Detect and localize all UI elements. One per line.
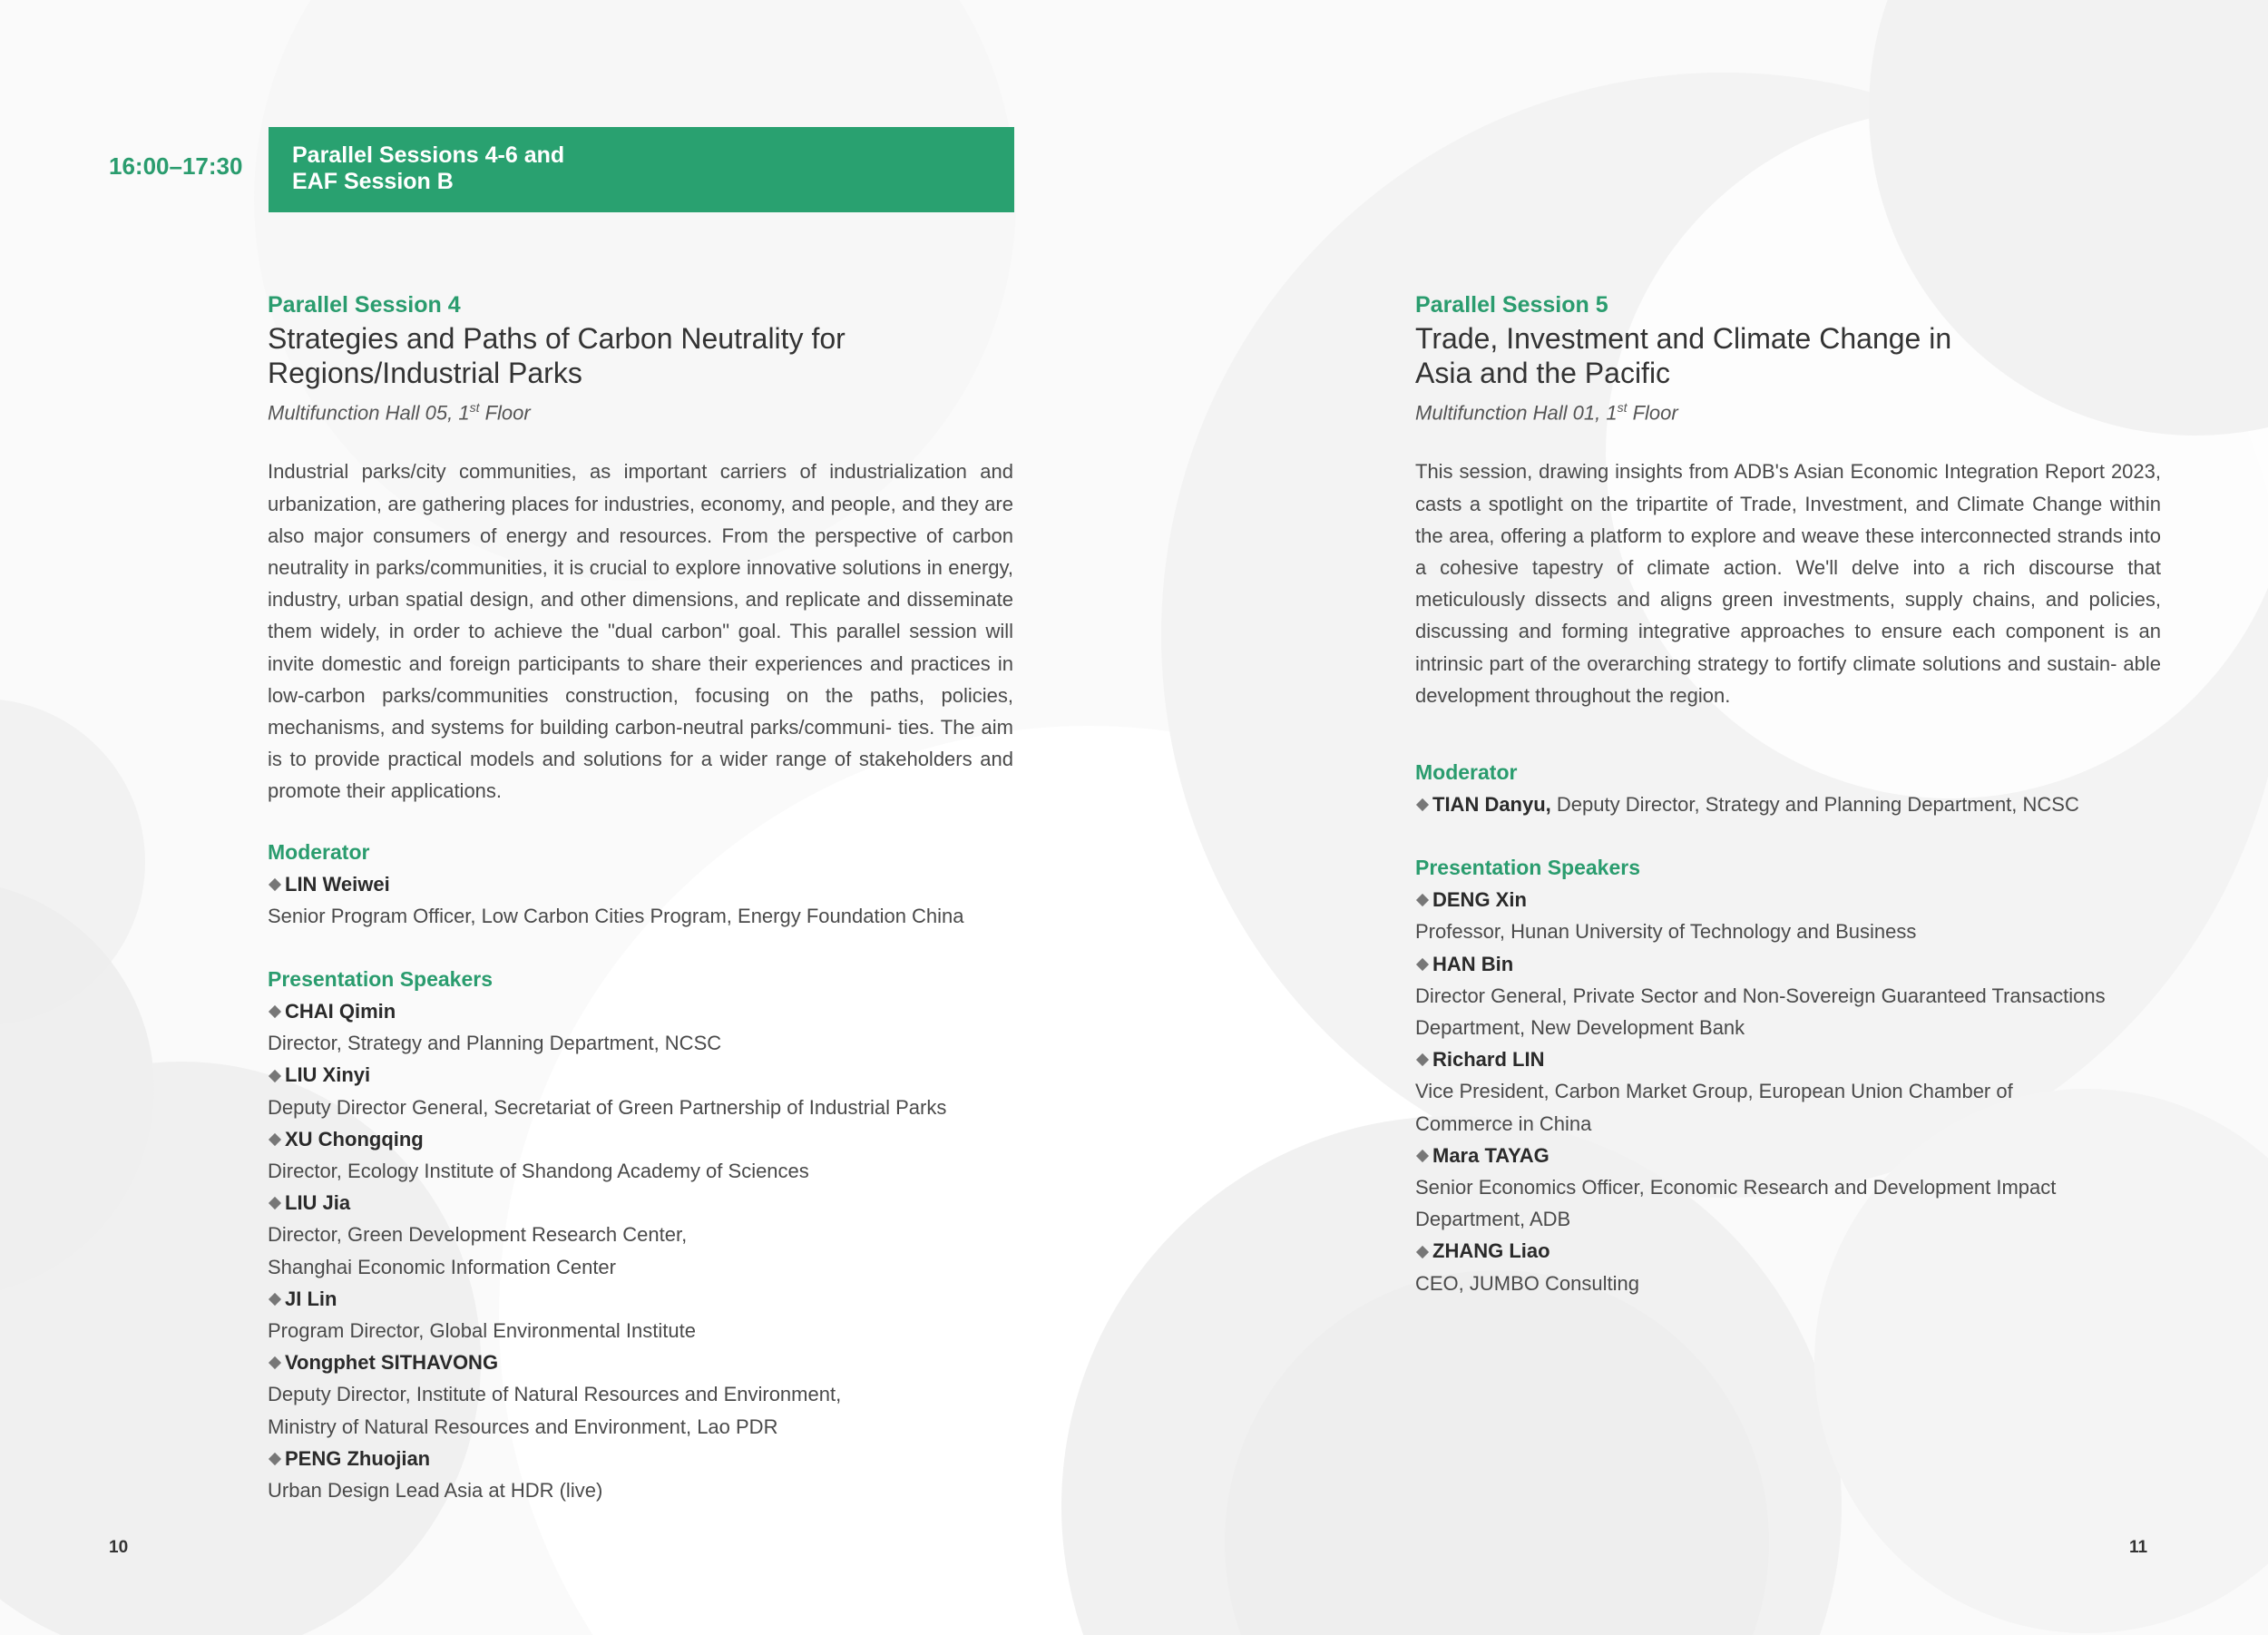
speaker-name: LIU Jia	[285, 1191, 351, 1215]
bullet-diamond-icon	[1416, 1053, 1429, 1066]
bullet-diamond-icon	[1416, 1150, 1429, 1162]
bullet-diamond-icon	[269, 1356, 281, 1369]
bullet-diamond-icon	[269, 1197, 281, 1209]
session-5-speakers-label: Presentation Speakers	[1415, 856, 1641, 880]
speaker-role: Ministry of Natural Resources and Environment, Lao PDR	[268, 1415, 778, 1438]
speaker-role: Urban Design Lead Asia at HDR (live)	[268, 1479, 603, 1503]
speaker-entry	[268, 1123, 1013, 1187]
speaker-name: Vongphet SITHAVONG	[285, 1351, 499, 1375]
session-4-title-line-2: Regions/Industrial Parks	[268, 357, 582, 389]
speaker-role: Program Director, Global Environmental Institute	[268, 1319, 696, 1342]
speaker-name: LIU Xinyi	[285, 1063, 371, 1087]
header-banner	[269, 127, 1014, 212]
speaker-role: Director General, Private Sector and Non-Sovereign Guaranteed Transactions	[1415, 984, 2106, 1007]
bullet-diamond-icon	[269, 1069, 281, 1082]
venue-sup: st	[1617, 400, 1628, 415]
speaker-role: Senior Economics Officer, Economic Research and Development Impact	[1415, 1175, 2057, 1199]
bullet-diamond-icon	[1416, 798, 1429, 811]
speaker-name: DENG Xin	[1432, 888, 1527, 912]
venue-text: Multifunction Hall 01, 1	[1415, 401, 1618, 425]
moderator-name: TIAN Danyu,	[1432, 792, 1551, 816]
speaker-entry	[1415, 1043, 2161, 1140]
speaker-name: HAN Bin	[1432, 952, 1514, 975]
session-4-moderator-label: Moderator	[268, 839, 370, 864]
session-4-column	[268, 289, 1013, 1506]
speaker-role: Shanghai Economic Information Center	[268, 1255, 616, 1278]
speaker-entry	[1415, 948, 2161, 1044]
speaker-entry	[1415, 1235, 2161, 1298]
speaker-name: CHAI Qimin	[285, 999, 396, 1023]
session-5-title-line-2: Asia and the Pacific	[1415, 357, 1671, 389]
speaker-role: Department, ADB	[1415, 1208, 1571, 1231]
speaker-entry	[1415, 1140, 2161, 1236]
venue-sup: st	[469, 400, 480, 415]
speaker-entry	[268, 1346, 1013, 1443]
page-number-left: 10	[109, 1538, 129, 1557]
session-5-description: This session, drawing insights from ADB's Asian Economic Integration Report 2023, casts a spotlight on the tripartite of Trade, Investment, and Climate Change within the area, offering a platform to explore and weave these interconnected strands into a cohesive tapestry of climate action. We'll delve into a rich discourse that meticulously dissects and aligns green investments, supply chains, and policies, discussing and forming integrative approaches to ensure each component is an intrinsic part of the overarching strategy to fortify climate solutions and sustain- able development throughout the region.	[1415, 460, 2161, 707]
speaker-name: Richard LIN	[1432, 1048, 1545, 1072]
session-4-kicker: Parallel Session 4	[268, 292, 461, 318]
speaker-entry	[268, 1059, 1013, 1122]
bullet-diamond-icon	[269, 1005, 281, 1018]
venue-floor: Floor	[1627, 401, 1678, 425]
moderator-role: Deputy Director, Strategy and Planning Department, NCSC	[1550, 792, 2079, 816]
speaker-entry	[268, 1283, 1013, 1346]
speaker-name: ZHANG Liao	[1432, 1239, 1550, 1263]
session-4-speakers-list	[268, 995, 1013, 1506]
session-5-speakers-list	[1415, 884, 2161, 1299]
venue-floor: Floor	[479, 401, 531, 425]
bullet-diamond-icon	[1416, 1246, 1429, 1258]
speaker-entry	[268, 995, 1013, 1059]
speaker-role: Deputy Director General, Secretariat of Green Partnership of Industrial Parks	[268, 1095, 947, 1119]
speaker-entry	[268, 1443, 1013, 1506]
speaker-name: PENG Zhuojian	[285, 1446, 431, 1470]
bullet-diamond-icon	[1416, 894, 1429, 906]
speaker-role: Commerce in China	[1415, 1111, 1592, 1135]
session-4-moderator	[268, 868, 1013, 932]
moderator-role: Senior Program Officer, Low Carbon Cities Program, Energy Foundation China	[268, 904, 964, 927]
session-time: 16:00–17:30	[109, 152, 243, 180]
bullet-diamond-icon	[269, 878, 281, 891]
speaker-role: Director, Ecology Institute of Shandong Academy of Sciences	[268, 1159, 809, 1182]
session-5-column	[1415, 289, 2161, 1299]
speaker-role: Director, Strategy and Planning Department, NCSC	[268, 1032, 722, 1055]
page-number-right: 11	[2129, 1538, 2148, 1557]
moderator-name: LIN Weiwei	[285, 872, 390, 896]
speaker-role: Deputy Director, Institute of Natural Resources and Environment,	[268, 1383, 842, 1406]
session-4-venue	[268, 392, 1013, 428]
session-5-kicker: Parallel Session 5	[1415, 292, 1608, 318]
session-5-title-line-1: Trade, Investment and Climate Change in	[1415, 322, 1952, 355]
session-4-title-line-1: Strategies and Paths of Carbon Neutrality for	[268, 322, 846, 355]
banner-line-2: EAF Session B	[292, 169, 454, 194]
bullet-diamond-icon	[269, 1133, 281, 1146]
session-5-venue	[1415, 392, 2161, 428]
speaker-role: CEO, JUMBO Consulting	[1415, 1271, 1639, 1295]
session-5-moderator	[1415, 788, 2161, 820]
session-4-title	[268, 321, 1013, 390]
bullet-diamond-icon	[1416, 958, 1429, 971]
session-5-title	[1415, 321, 2161, 390]
speaker-role: Director, Green Development Research Center,	[268, 1223, 688, 1247]
bullet-diamond-icon	[269, 1453, 281, 1465]
session-4-description: Industrial parks/city communities, as important carriers of industrialization and urbanization, are gathering places for industries, economy, and people, and they are also major consumers of energy and resources. From the perspective of carbon neutrality in parks/communities, it is crucial to explore innovative solutions in energy, industry, urban spatial design, and other dimensions, and replicate and disseminate them widely, in order to achieve the "dual carbon" goal. This parallel session will invite domestic and foreign participants to share their experiences and practices in low-carbon parks/communities construction, focusing on the paths, policies, mechanisms, and systems for building carbon-neutral parks/communi- ties. The aim is to provide practical models and solutions for a wider range of stakeholders and promote their applications.	[268, 460, 1013, 803]
speaker-role: Professor, Hunan University of Technology and Business	[1415, 920, 1917, 944]
session-5-moderator-label: Moderator	[1415, 759, 1518, 784]
speaker-role: Department, New Development Bank	[1415, 1015, 1745, 1039]
banner-line-1: Parallel Sessions 4-6 and	[292, 142, 565, 168]
speaker-entry	[1415, 884, 2161, 947]
session-4-speakers-label: Presentation Speakers	[268, 966, 494, 991]
speaker-entry	[268, 1187, 1013, 1283]
speaker-role: Vice President, Carbon Market Group, European Union Chamber of	[1415, 1080, 2013, 1103]
venue-text: Multifunction Hall 05, 1	[268, 401, 470, 425]
speaker-name: XU Chongqing	[285, 1127, 424, 1150]
speaker-name: Mara TAYAG	[1432, 1143, 1549, 1167]
bullet-diamond-icon	[269, 1293, 281, 1306]
speaker-name: JI Lin	[285, 1287, 337, 1310]
